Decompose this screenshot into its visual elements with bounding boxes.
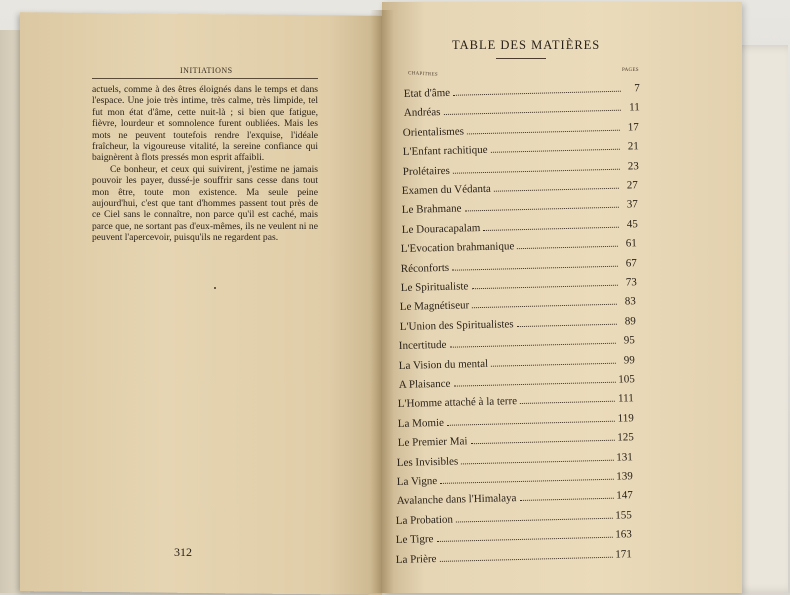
- toc-entry-page: 67: [625, 256, 637, 270]
- dot-leader: [453, 91, 621, 96]
- column-header-chapitres: CHAPITRES: [407, 71, 439, 78]
- toc-entry-page: 73: [625, 276, 637, 289]
- toc-entry-page: 23: [627, 159, 639, 173]
- toc-entry-title: La Probation: [396, 513, 454, 527]
- toc-entry-page: 45: [626, 218, 638, 231]
- toc-entry-page: 131: [616, 450, 634, 464]
- toc-entry-page: 125: [616, 431, 634, 444]
- body-text: [92, 84, 318, 244]
- toc-entry-title: Le Premier Mai: [397, 435, 468, 450]
- running-head: INITIATIONS: [180, 66, 233, 75]
- dot-leader: [440, 479, 613, 484]
- toc-entry-title: Les Invisibles: [397, 455, 459, 469]
- toc-entry-page: 17: [627, 121, 640, 134]
- toc-entry-title: Le Douracapalam: [401, 221, 481, 236]
- toc-entry-title: Le Tigre: [395, 533, 434, 547]
- toc-entry-title: Orientalismes: [403, 125, 465, 139]
- toc-entry-title: Etat d'âme: [403, 86, 451, 100]
- title-rule: [496, 58, 546, 59]
- toc-entry-title: Le Brahmane: [401, 202, 462, 217]
- dot-leader: [447, 420, 615, 425]
- toc-entry-page: 83: [624, 295, 637, 308]
- toc-entry-title: Examen du Védanta: [401, 182, 492, 197]
- toc-entry-page: 171: [614, 547, 632, 561]
- dot-leader: [450, 343, 616, 348]
- paper-speck: [214, 287, 216, 289]
- toc-entry-title: Réconforts: [400, 261, 450, 275]
- dot-leader: [521, 401, 616, 404]
- toc-entry-title: La Vision du mental: [398, 357, 489, 372]
- dot-leader: [453, 168, 620, 173]
- dot-leader: [464, 207, 618, 212]
- toc-entry-title: Andréas: [403, 106, 441, 120]
- toc-entry-title: L'Homme attaché à la terre: [398, 395, 518, 411]
- header-rule: [92, 78, 318, 79]
- dot-leader: [516, 323, 616, 326]
- dot-leader: [518, 246, 619, 249]
- dot-leader: [491, 149, 620, 153]
- toc-entry-title: Le Magnétiseur: [399, 299, 470, 314]
- toc-entry-page: 61: [625, 237, 638, 250]
- dot-leader: [491, 362, 616, 366]
- page-number: 312: [174, 545, 192, 559]
- toc-entry-page: 21: [627, 140, 639, 153]
- dot-leader: [453, 382, 615, 387]
- dot-leader: [471, 285, 617, 290]
- toc-entry-title: La Vigne: [396, 475, 438, 488]
- dot-leader: [467, 129, 620, 134]
- toc-entry-title: Prolétaires: [402, 164, 450, 178]
- column-header-pages: PAGES: [622, 68, 639, 73]
- paragraph-1: actuels, comme à des êtres éloignés dans le temps et dans l'espace. Une joie très intime, très calme, très limpide, tel fut mon état d'âme, cette nuit-là ; si bien que fatigue, fièvre, lourdeur et somnolence furent oubliées. Mais les mots ne peuvent toutefois rendre l'exquise, l'idéale fraîcheur, la vigoureuse vitalité, la sereine confiance qui baignèrent à flots pressés mon esprit affaibli.: [92, 84, 318, 164]
- dot-leader: [439, 556, 612, 561]
- dot-leader: [456, 518, 612, 523]
- toc-entry-title: L'Union des Spiritualistes: [399, 318, 514, 333]
- toc-entry-title: A Plaisance: [398, 377, 451, 391]
- toc-entry-page: 155: [615, 509, 633, 522]
- toc-entry-page: 95: [624, 334, 636, 347]
- dot-leader: [494, 188, 619, 192]
- dot-leader: [470, 440, 614, 445]
- toc-entry-page: 89: [624, 315, 636, 328]
- dot-leader: [472, 304, 617, 309]
- toc-entry-page: 7: [634, 82, 640, 95]
- toc-entry-page: 27: [626, 179, 639, 192]
- book-gutter: [370, 10, 394, 593]
- paragraph-2: Ce bonheur, et ceux qui suivirent, j'estime ne jamais pouvoir les payer, dussé-je souffrir sans cesse dans tout mon être, toute mon existence. Ma seule peine aujourd'hui, c'est que tant d'hommes passent tout près de ce Ciel sans le connaître, non parce qu'il est caché, mais parce que, ne sortant pas d'eux-mêmes, ils ne veulent ni ne peuvent l'apercevoir, puisqu'ils ne regardent pas.: [92, 163, 318, 244]
- toc-entry-title: La Prière: [395, 552, 437, 566]
- toc-entry-page: 119: [617, 412, 634, 425]
- toc-entry-page: 11: [628, 101, 640, 114]
- toc-entry-title: Avalanche dans l'Himalaya: [396, 492, 517, 508]
- dot-leader: [462, 459, 614, 464]
- toc-entry-title: La Momie: [397, 416, 445, 430]
- toc-entry-page: 105: [617, 373, 635, 386]
- toc-entry-page: 147: [615, 489, 633, 503]
- dot-leader: [452, 265, 618, 270]
- toc-entry-title: L'Evocation brahmanique: [400, 240, 515, 256]
- toc-entry-title: Le Spiritualiste: [400, 280, 468, 294]
- toc-entry-page: 37: [626, 198, 638, 211]
- toc-entry-page: 163: [615, 528, 632, 541]
- dot-leader: [519, 498, 613, 501]
- toc-entry-page: 111: [618, 392, 635, 406]
- toc-entry-page: 99: [623, 353, 636, 367]
- toc-title: TABLE DES MATIÈRES: [452, 38, 601, 52]
- dot-leader: [483, 226, 618, 230]
- toc-entry-title: Incertitude: [399, 339, 448, 353]
- toc-entry-page: 139: [616, 470, 633, 483]
- toc-entry-title: L'Enfant rachitique: [402, 144, 488, 159]
